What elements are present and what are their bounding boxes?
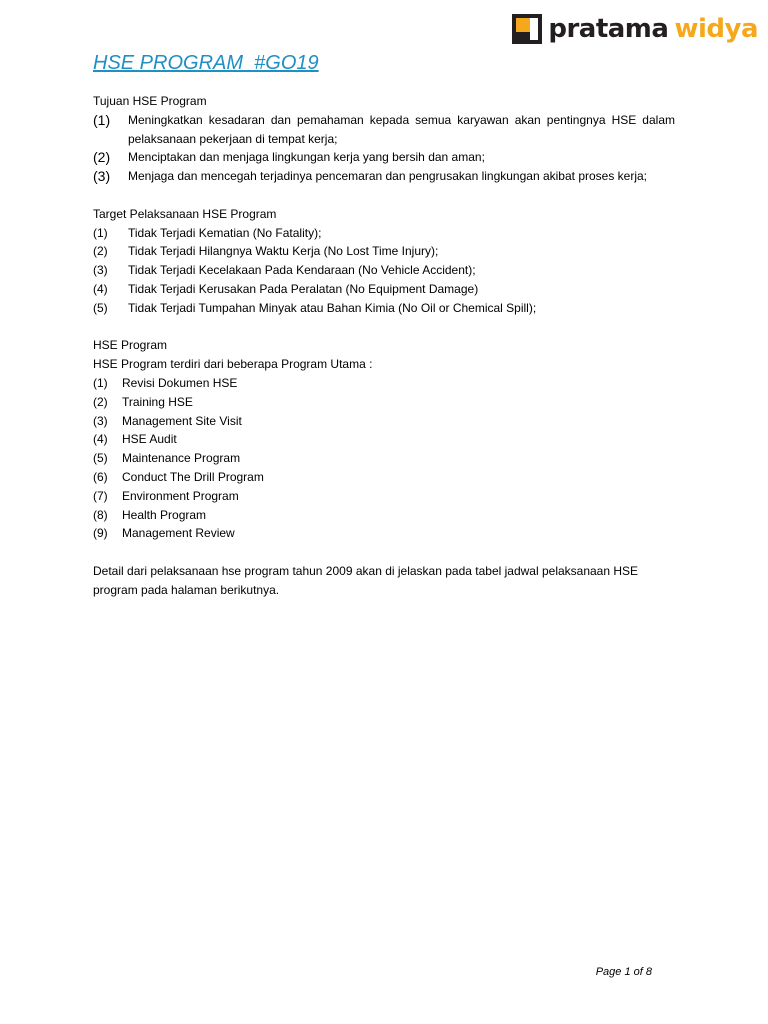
list-item-text: Tidak Terjadi Kerusakan Pada Peralatan (No Equipment Damage): [128, 281, 479, 296]
list-item-number: (9): [93, 526, 108, 541]
list-item-text: Tidak Terjadi Kecelakaan Pada Kendaraan (No Vehicle Accident);: [128, 263, 476, 278]
list-item: [93, 148, 675, 167]
spacer: [93, 543, 675, 562]
list-item: [93, 449, 675, 468]
list-item-number: (2): [93, 244, 108, 259]
logo-mark-icon: [512, 14, 542, 44]
document-title: HSE PROGRAM #GO19: [93, 52, 319, 74]
list-item-text: Menciptakan dan menjaga lingkungan kerja yang bersih dan aman;: [128, 150, 485, 165]
spacer: [93, 318, 675, 337]
target-list: [93, 224, 675, 318]
program-list: [93, 374, 675, 543]
list-item: [93, 224, 675, 243]
list-item: [93, 111, 675, 149]
list-item: [93, 468, 675, 487]
program-intro: HSE Program terdiri dari beberapa Program Utama :: [93, 357, 373, 372]
detail-paragraph: Detail dari pelaksanaan hse program tahun 2009 akan di jelaskan pada tabel jadwal pelaksanaan HSE program pada halaman berikutnya.: [93, 563, 639, 597]
list-item-number: (3): [93, 413, 108, 428]
list-item: [93, 506, 675, 525]
list-item-text: Management Site Visit: [122, 413, 242, 428]
list-item-number: (3): [93, 263, 108, 278]
list-item-text: Maintenance Program: [122, 451, 241, 466]
list-item-number: (3): [93, 168, 111, 185]
list-item-text: Management Review: [122, 526, 235, 541]
list-item: [93, 487, 675, 506]
list-item-text: Meningkatkan kesadaran dan pemahaman kepada semua karyawan akan pentingnya HSE dalam pelaksanaan pekerjaan di tempat kerja;: [128, 112, 675, 146]
list-item: [93, 412, 675, 431]
list-item: [93, 167, 675, 186]
list-item-number: (1): [93, 375, 108, 390]
list-item: [93, 280, 675, 299]
list-item-text: Conduct The Drill Program: [122, 469, 264, 484]
company-logo: [512, 14, 758, 44]
list-item-text: Health Program: [122, 507, 207, 522]
list-item-number: (7): [93, 488, 108, 503]
list-item-text: Menjaga dan mencegah terjadinya pencemaran dan pengrusakan lingkungan akibat proses kerja;: [128, 169, 648, 184]
page-number: Page 1 of 8: [595, 966, 652, 978]
list-item-number: (2): [93, 394, 108, 409]
list-item: [93, 430, 675, 449]
spacer: [93, 186, 675, 205]
document-body: [93, 92, 675, 600]
list-item: [93, 299, 675, 318]
list-item: [93, 374, 675, 393]
logo-word-widya: widya: [674, 14, 758, 44]
logo-text: [548, 14, 758, 44]
tujuan-heading: Tujuan HSE Program: [93, 94, 207, 108]
list-item-text: Tidak Terjadi Hilangnya Waktu Kerja (No Lost Time Injury);: [128, 244, 439, 259]
logo-word-pratama: pratama: [548, 14, 669, 44]
list-item-text: Environment Program: [122, 488, 239, 503]
list-item-text: Training HSE: [122, 394, 193, 409]
list-item: [93, 261, 675, 280]
list-item: [93, 393, 675, 412]
list-item-number: (8): [93, 507, 108, 522]
list-item-number: (5): [93, 451, 108, 466]
list-item-number: (1): [93, 111, 111, 128]
list-item-number: (6): [93, 469, 108, 484]
list-item: [93, 524, 675, 543]
program-heading: HSE Program: [93, 338, 168, 353]
list-item-number: (4): [93, 432, 108, 447]
list-item-text: Revisi Dokumen HSE: [122, 375, 238, 390]
list-item-number: (4): [93, 281, 108, 296]
list-item-number: (2): [93, 149, 111, 166]
list-item-text: HSE Audit: [122, 432, 177, 447]
list-item-number: (5): [93, 300, 108, 315]
tujuan-list: [93, 111, 675, 186]
list-item-number: (1): [93, 225, 108, 240]
target-heading: Target Pelaksanaan HSE Program: [93, 206, 277, 221]
list-item: [93, 242, 675, 261]
list-item-text: Tidak Terjadi Kematian (No Fatality);: [128, 225, 322, 240]
list-item-text: Tidak Terjadi Tumpahan Minyak atau Bahan Kimia (No Oil or Chemical Spill);: [128, 300, 537, 315]
